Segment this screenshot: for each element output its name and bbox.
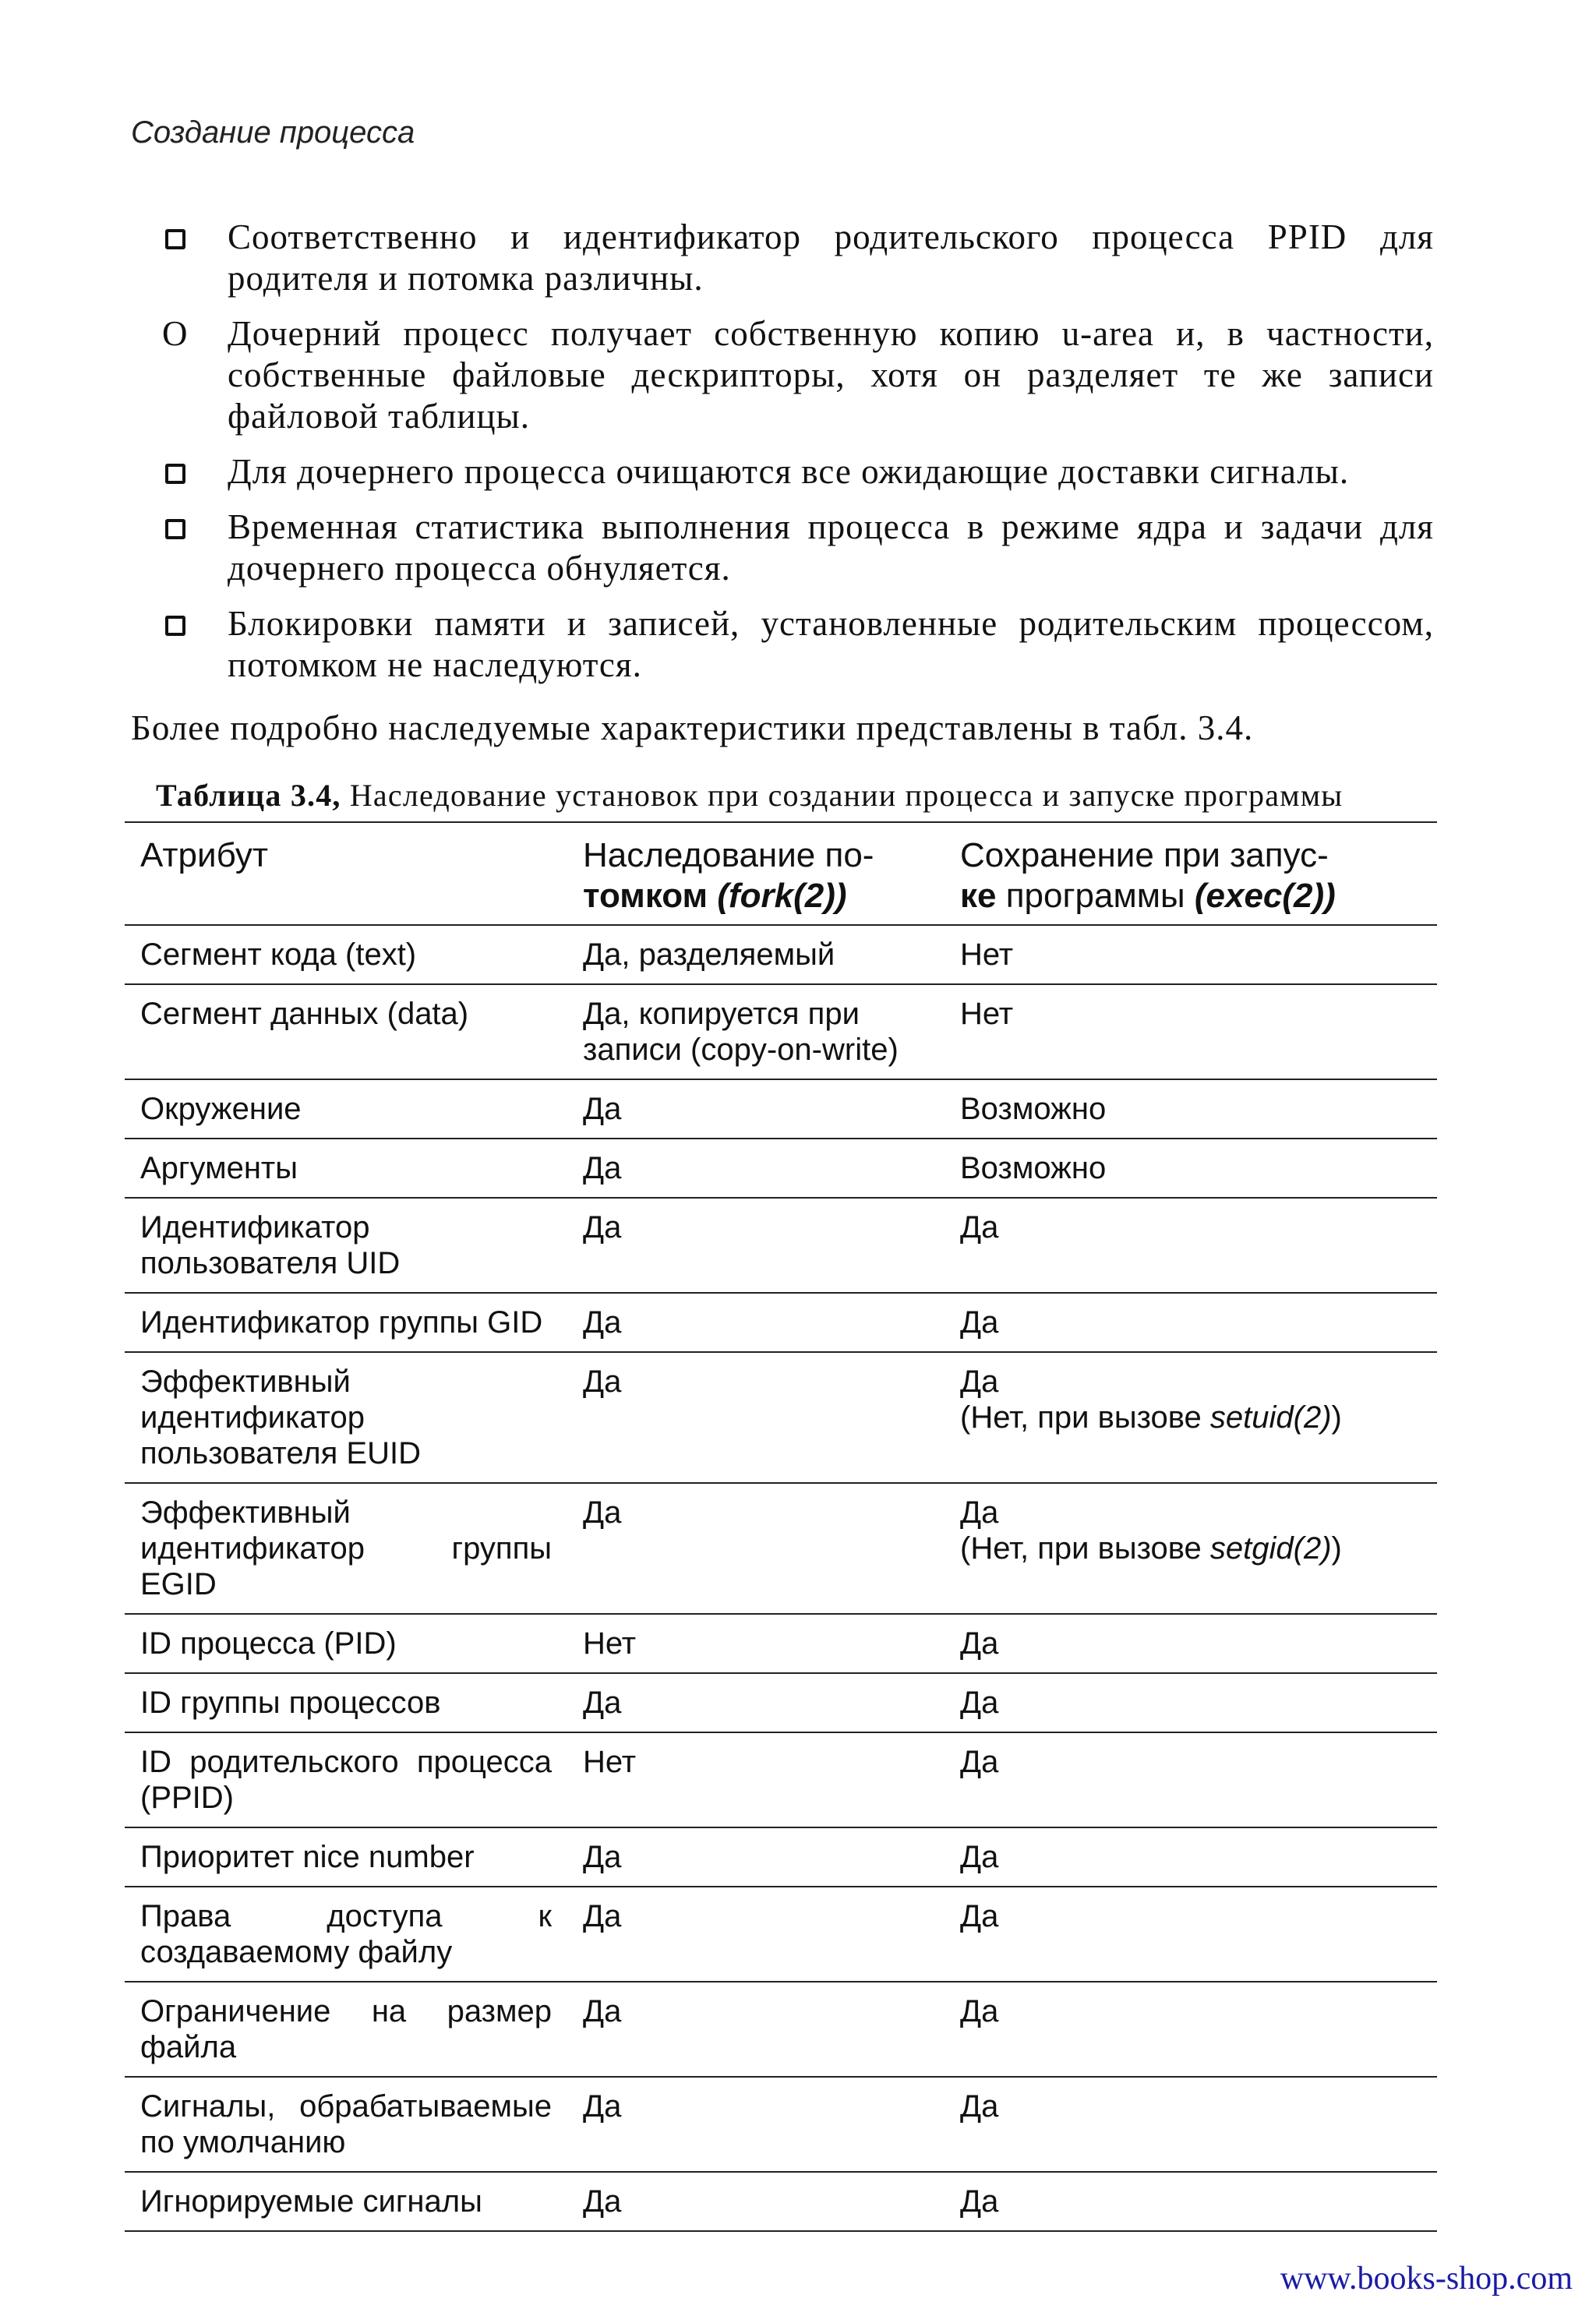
bullet-text: Для дочернего процесса очищаются все ожидающие доставки сигналы. — [228, 452, 1350, 491]
cell-exec-value: Да — [960, 1994, 999, 2028]
inheritance-table — [125, 821, 1437, 2232]
cell-attribute: Эффективный идентификатор группы EGID — [125, 1483, 567, 1614]
cell-attribute: Эффективный идентификатор пользователя EUID — [125, 1352, 567, 1483]
cell-exec — [945, 925, 1437, 984]
cell-fork: Да — [567, 1198, 945, 1293]
bullet-text: Дочерний процесс получает собственную копию u-area и, в частности, собственные файловые дескрипторы, хотя он разделяет те же записи файловой таблицы. — [228, 314, 1434, 436]
cell-exec-value: Да — [960, 1840, 999, 1874]
cell-exec-note — [960, 1400, 1421, 1435]
cell-exec — [945, 1887, 1437, 1982]
cell-exec-note-end: ) — [1331, 1400, 1342, 1435]
table-row — [125, 2077, 1437, 2172]
table-row — [125, 984, 1437, 1079]
table-row — [125, 1673, 1437, 1732]
cell-exec-note-text: (Нет, при вызове — [960, 1531, 1210, 1566]
bullet-item — [156, 217, 1434, 299]
cell-exec — [945, 1139, 1437, 1198]
cell-fork: Да — [567, 1293, 945, 1352]
table-row — [125, 925, 1437, 984]
cell-attribute: Окружение — [125, 1079, 567, 1139]
table-header-row — [125, 822, 1437, 925]
cell-exec-value: Да — [960, 2089, 999, 2124]
cell-attribute: Ограничение на размер файла — [125, 1982, 567, 2077]
bullet-text: Временная статистика выполнения процесса в режиме ядра и задачи для дочернего процесса обнуляется. — [228, 507, 1434, 588]
table-row — [125, 1079, 1437, 1139]
cell-exec — [945, 2172, 1437, 2231]
header-exec-pre: Сохранение при запус- — [960, 836, 1329, 874]
bullet-item — [156, 603, 1434, 686]
checkbox-square-icon — [165, 519, 185, 539]
cell-exec — [945, 1827, 1437, 1887]
cell-exec — [945, 1352, 1437, 1483]
table-row — [125, 1614, 1437, 1673]
cell-fork: Нет — [567, 1614, 945, 1673]
cell-exec-value: Нет — [960, 937, 1014, 972]
footer-website-link[interactable]: www.books-shop.com — [1280, 2261, 1573, 2297]
header-fork-pre: Наследование по- — [583, 836, 874, 874]
header-exec — [945, 822, 1437, 925]
cell-exec-value: Возможно — [960, 1151, 1107, 1185]
cell-fork: Да — [567, 1352, 945, 1483]
cell-attribute: ID процесса (PID) — [125, 1614, 567, 1673]
cell-exec — [945, 1673, 1437, 1732]
checkbox-square-icon — [165, 229, 185, 249]
inheritance-table-wrapper — [125, 821, 1437, 2232]
cell-exec — [945, 1198, 1437, 1293]
cell-fork: Да — [567, 2077, 945, 2172]
bullet-item — [156, 507, 1434, 589]
cell-exec-value: Возможно — [960, 1092, 1107, 1126]
table-row — [125, 1293, 1437, 1352]
table-caption-label: Таблица 3.4, — [156, 778, 341, 813]
cell-attribute: Игнорируемые сигналы — [125, 2172, 567, 2231]
bullet-marker-letter: O — [162, 314, 189, 353]
cell-exec — [945, 1614, 1437, 1673]
cell-exec-value: Да — [960, 1899, 999, 1933]
cell-fork: Да, разделяемый — [567, 925, 945, 984]
cell-fork: Нет — [567, 1732, 945, 1827]
body-paragraph: Более подробно наследуемые характеристики представлены в табл. 3.4. — [131, 708, 1254, 747]
cell-exec — [945, 1293, 1437, 1352]
header-fork — [567, 822, 945, 925]
table-row — [125, 1352, 1437, 1483]
cell-fork: Да — [567, 1827, 945, 1887]
cell-fork: Да — [567, 1887, 945, 1982]
cell-exec-value: Нет — [960, 997, 1014, 1031]
header-fork-bold: томком — [583, 877, 718, 915]
cell-attribute: Идентификатор пользователя UID — [125, 1198, 567, 1293]
table-row — [125, 1139, 1437, 1198]
table-row — [125, 1887, 1437, 1982]
cell-attribute: Сегмент данных (data) — [125, 984, 567, 1079]
cell-exec-note-fn: setuid(2) — [1209, 1400, 1332, 1435]
bullet-text: Соответственно и идентификатор родительского процесса PPID для родителя и потомка различны. — [228, 217, 1434, 298]
cell-exec — [945, 1982, 1437, 2077]
cell-exec-note-text: (Нет, при вызове — [960, 1400, 1210, 1435]
table-caption-text: Наследование установок при создании процесса и запуске программы — [341, 778, 1344, 813]
cell-attribute: Права доступа к создаваемому файлу — [125, 1887, 567, 1982]
header-attribute-label: Атрибут — [140, 836, 268, 874]
cell-exec-value: Да — [960, 1210, 999, 1245]
cell-exec-value: Да — [960, 1365, 999, 1399]
cell-exec-note-end: ) — [1331, 1531, 1342, 1566]
cell-exec-note — [960, 1531, 1421, 1566]
cell-attribute: Идентификатор группы GID — [125, 1293, 567, 1352]
cell-exec-value: Да — [960, 1745, 999, 1779]
header-exec-fn: (exec(2)) — [1194, 877, 1336, 915]
cell-attribute: Приоритет nice number — [125, 1827, 567, 1887]
table-row — [125, 1827, 1437, 1887]
running-head: Создание процесса — [131, 115, 415, 150]
cell-fork: Да — [567, 1079, 945, 1139]
cell-exec-value: Да — [960, 1495, 999, 1530]
cell-exec-value: Да — [960, 1305, 999, 1340]
table-row — [125, 1982, 1437, 2077]
cell-attribute: ID родительского процесса (PPID) — [125, 1732, 567, 1827]
cell-exec-value: Да — [960, 2184, 999, 2219]
table-caption — [156, 776, 1434, 815]
table-row — [125, 2172, 1437, 2231]
cell-exec-value: Да — [960, 1686, 999, 1720]
header-exec-mid: программы — [996, 877, 1195, 915]
cell-fork: Да — [567, 1982, 945, 2077]
cell-fork: Да — [567, 1673, 945, 1732]
cell-exec — [945, 1483, 1437, 1614]
cell-exec — [945, 984, 1437, 1079]
cell-fork: Да — [567, 1483, 945, 1614]
cell-exec-note-fn: setgid(2) — [1209, 1531, 1332, 1566]
table-row — [125, 1732, 1437, 1827]
header-attribute — [125, 822, 567, 925]
cell-fork: Да — [567, 1139, 945, 1198]
cell-exec-value: Да — [960, 1626, 999, 1661]
cell-attribute: Аргументы — [125, 1139, 567, 1198]
cell-attribute: ID группы процессов — [125, 1673, 567, 1732]
bullet-item — [156, 451, 1434, 493]
checkbox-square-icon — [165, 616, 185, 636]
cell-fork: Да — [567, 2172, 945, 2231]
cell-attribute: Сегмент кода (text) — [125, 925, 567, 984]
cell-exec — [945, 2077, 1437, 2172]
header-fork-fn: (fork(2)) — [717, 877, 847, 915]
cell-fork: Да, копируется при записи (copy-on-write) — [567, 984, 945, 1079]
cell-attribute: Сигналы, обрабатываемые по умолчанию — [125, 2077, 567, 2172]
cell-exec — [945, 1079, 1437, 1139]
bullet-list — [156, 217, 1434, 700]
table-row — [125, 1198, 1437, 1293]
bullet-text: Блокировки памяти и записей, установленные родительским процессом, потомком не наследуются. — [228, 604, 1434, 684]
table-body — [125, 925, 1437, 2231]
cell-exec — [945, 1732, 1437, 1827]
checkbox-square-icon — [165, 464, 185, 484]
bullet-item — [156, 313, 1434, 437]
header-exec-bold: ке — [960, 877, 997, 915]
table-row — [125, 1483, 1437, 1614]
